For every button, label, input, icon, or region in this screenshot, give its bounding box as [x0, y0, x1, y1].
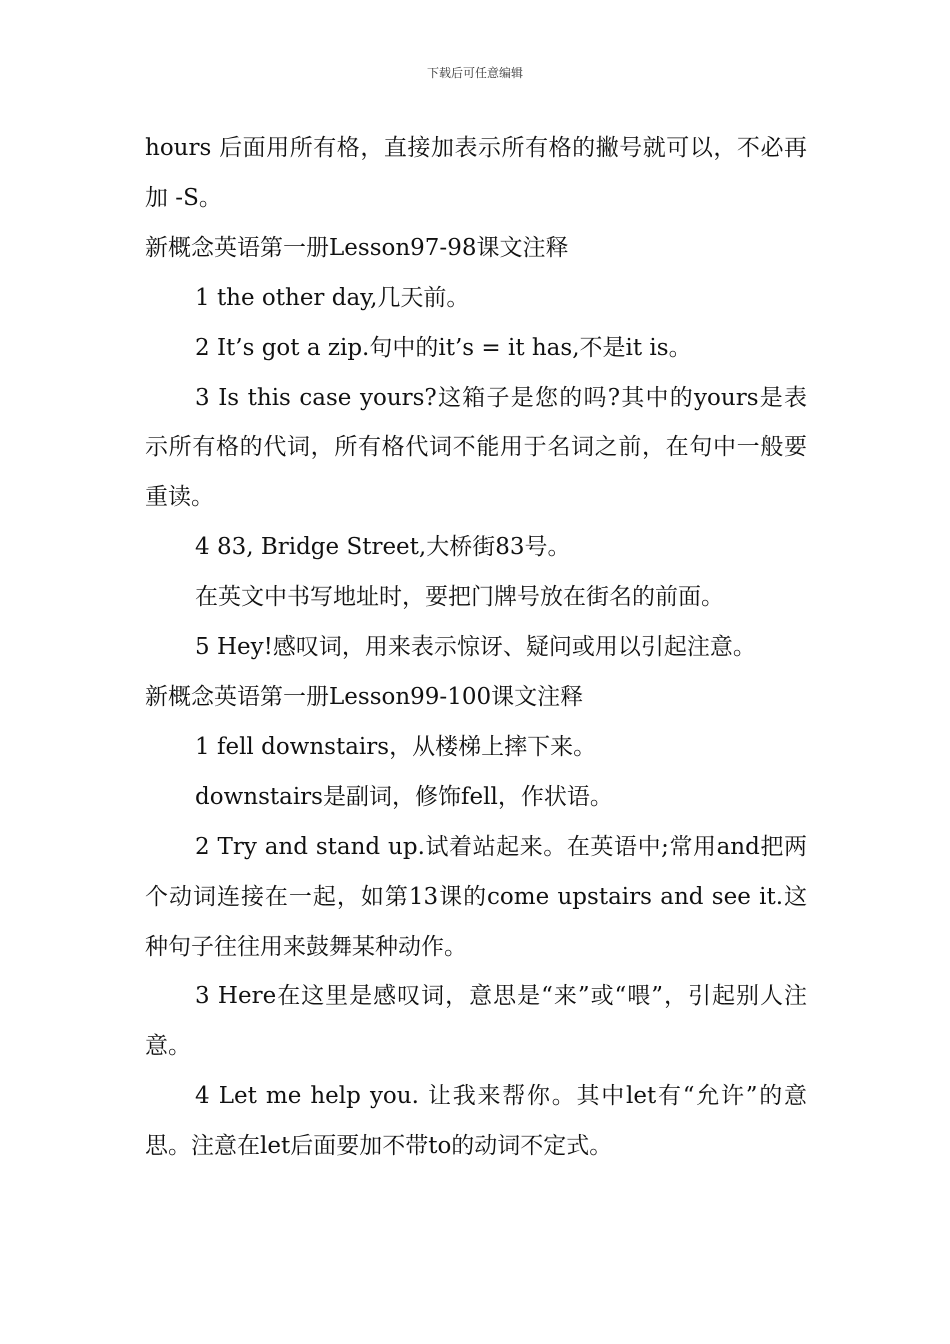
- document-body: [145, 124, 807, 1172]
- page-header: 下载后可任意编辑: [426, 66, 523, 80]
- section-heading-lesson-99-100: 新概念英语第一册Lesson99-100课文注释: [145, 683, 584, 710]
- note-hey: 5 Hey!感叹词，用来表示惊讶、疑问或用以引起注意。: [195, 634, 756, 661]
- note-is-this-case-yours: 3 Is this case yours?这箱子是您的吗?其中的yours是表示所有格的代词，所有格代词不能用于名词之前，在句中一般要重读。: [145, 384, 807, 511]
- note-address-order: 在英文中书写地址时，要把门牌号放在街名的前面。: [195, 584, 724, 611]
- note-bridge-street: 4 83, Bridge Street,大桥街83号。: [195, 534, 571, 561]
- note-try-and-stand-up: 2 Try and stand up.试着站起来。在英语中;常用and把两个动词连接在一起，如第13课的come upstairs and see it.这种句子往往用来鼓舞某种动作。: [145, 833, 807, 960]
- note-fell-downstairs: 1 fell downstairs，从楼梯上摔下来。: [195, 733, 597, 760]
- note-downstairs-adverb: downstairs是副词，修饰fell，作状语。: [195, 783, 613, 810]
- note-its-got-a-zip: 2 It’s got a zip.句中的it’s = it has,不是it is。: [195, 334, 692, 361]
- paragraph-hours-possessive: hours 后面用所有格，直接加表示所有格的撇号就可以，不必再加 -S。: [145, 135, 807, 211]
- note-the-other-day: 1 the other day,几天前。: [195, 284, 470, 311]
- note-let-me-help-you: 4 Let me help you. 让我来帮你。其中let有“允许”的意思。注意在let后面要加不带to的动词不定式。: [145, 1083, 807, 1160]
- section-heading-lesson-97-98: 新概念英语第一册Lesson97-98课文注释: [145, 234, 569, 261]
- note-here-interjection: 3 Here在这里是感叹词，意思是“来”或“喂”，引起别人注意。: [145, 983, 807, 1060]
